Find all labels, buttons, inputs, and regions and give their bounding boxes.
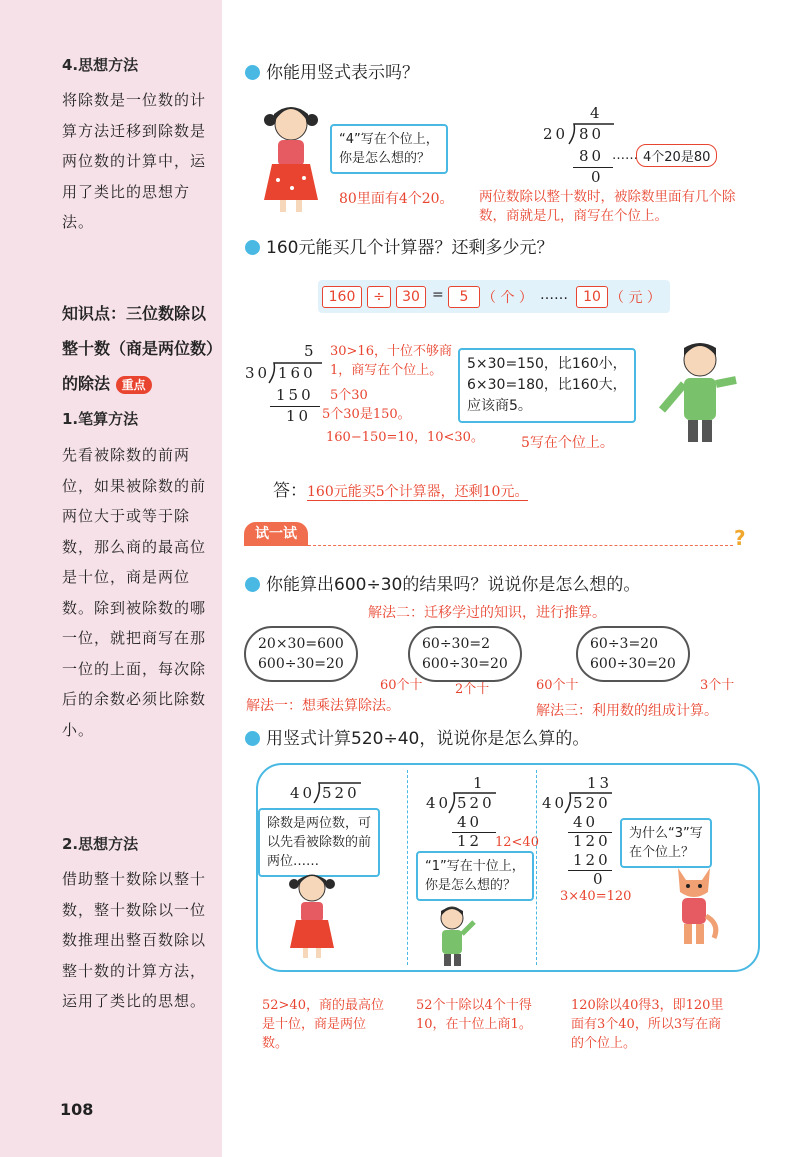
div1-product: 80 — [579, 147, 605, 165]
step2-note: 12<40 — [495, 835, 539, 850]
speech-bubble-5: 为什么“3”写 在个位上？ — [620, 818, 712, 868]
girl-icon — [282, 870, 342, 962]
div1-remainder: 0 — [591, 168, 604, 186]
boy-icon — [428, 904, 478, 966]
question-2: 160元能买几个计算器？还剩多少元？ — [245, 233, 553, 258]
eq-a: 160 — [322, 286, 362, 308]
div1-dividend: 80 — [579, 125, 605, 143]
div2-quotient: 5 — [304, 342, 317, 360]
step1-divisor: 40 — [290, 784, 316, 802]
method-3: 解法三：利用数的组成计算。 — [536, 703, 718, 719]
cloud-3: 60÷3=20 600÷30=20 — [576, 626, 690, 682]
step2-dividend: 520 — [457, 794, 495, 812]
label-60-tens-a: 60个十 — [380, 678, 423, 693]
method-2: 解法二：迁移学过的知识，进行推算。 — [368, 605, 606, 621]
page-number: 108 — [60, 1100, 94, 1119]
step3-note: 3×40=120 — [560, 889, 632, 904]
division-bracket-icon — [448, 791, 498, 815]
label-60-tens-b: 60个十 — [536, 678, 579, 693]
heading-thinking-2: 2.思想方法 — [62, 835, 139, 853]
cloud-1: 20×30=600 600÷30=20 — [244, 626, 358, 682]
heading-thinking-4: 4.思想方法 — [62, 56, 139, 74]
div1-dots: …… — [612, 148, 638, 163]
knowledge-point-text: 知识点：三位数除以整十数（商是两位数）的除法 — [62, 304, 215, 393]
step3-product2: 120 — [573, 851, 611, 869]
tab-underline — [308, 545, 733, 546]
div1-quotient: 4 — [590, 104, 603, 122]
girl-icon — [258, 100, 328, 215]
method-1: 解法一：想乘法算除法。 — [246, 698, 400, 714]
label-3-tens: 3个十 — [700, 678, 735, 693]
eq-unit1: （ 个 ） — [482, 290, 533, 306]
eq-remainder: 10 — [576, 286, 608, 308]
question-3: 你能算出600÷30的结果吗？说说你是怎么想的。 — [245, 570, 640, 595]
thinking-4-text: 将除数是一位数的计算方法迁移到除数是两位数的计算中，运用了类比的思想方法。 — [62, 91, 207, 231]
written-text: 先看被除数的前两位，如果被除数的前两位大于或等于除数，那么商的最高位是十位，商是两位数。除到被除数的哪一位，就把商写在那一位的上面，每次除后的余数必须比除数小。 — [62, 446, 207, 739]
div1-divisor: 20 — [543, 125, 569, 143]
step2-divisor: 40 — [426, 794, 452, 812]
step3-divisor: 40 — [542, 794, 568, 812]
label-2-tens: 2个十 — [455, 682, 490, 697]
bullet-icon — [245, 65, 260, 80]
answer-2: 答：160元能买5个计算器，还剩10元。 — [273, 481, 529, 501]
note-remainder: 160−150=10，10<30。 — [326, 430, 484, 445]
step2-remainder: 12 — [457, 832, 483, 850]
speech-bubble-3: 除数是两位数，可 以先看被除数的前 两位…… — [258, 808, 380, 877]
knowledge-point — [62, 296, 217, 401]
step1-dividend: 520 — [322, 784, 360, 802]
div2-remainder: 10 — [286, 407, 312, 425]
expl-step1: 52>40，商的最高位是十位，商是两位数。 — [262, 998, 384, 1051]
key-badge: 重点 — [116, 376, 152, 394]
eq-dots: …… — [540, 287, 568, 303]
speech-bubble-1: “4”写在个位上， 你是怎么想的？ — [330, 124, 448, 174]
div2-divisor: 30 — [245, 364, 271, 382]
note-5x30: 5个30 — [330, 388, 368, 403]
fox-icon — [668, 862, 720, 948]
cloud-2: 60÷30=2 600÷30=20 — [408, 626, 522, 682]
step2-product: 40 — [457, 813, 483, 831]
step3-dividend: 520 — [573, 794, 611, 812]
question-mark-icon: ? — [734, 526, 746, 550]
eq-op: ÷ — [367, 286, 391, 308]
eq-quotient: 5 — [448, 286, 480, 308]
question-1: 你能用竖式表示吗？ — [245, 58, 419, 83]
heading-written: 1.笔算方法 — [62, 410, 139, 428]
question-4: 用竖式计算520÷40，说说你是怎么算的。 — [245, 724, 589, 749]
note-5-ones: 5写在个位上。 — [521, 435, 614, 451]
step3-product1: 40 — [573, 813, 599, 831]
division-bracket-icon — [568, 122, 616, 146]
expl-step2: 52个十除以4个十得10，在十位上商1。 — [416, 998, 532, 1032]
step3-partial: 120 — [573, 832, 611, 850]
eq-b: 30 — [396, 286, 426, 308]
division-bracket-icon — [313, 781, 363, 805]
bullet-icon — [245, 731, 260, 746]
panel-divider-2 — [536, 770, 537, 965]
explain-1: 两位数除以整十数时，被除数里面有几个除数，商就是几，商写在个位上。 — [479, 189, 736, 224]
div2-product: 150 — [276, 386, 314, 404]
expl-step3: 120除以40得3，即120里面有3个40，所以3写在商的个位上。 — [571, 998, 724, 1051]
step2-quotient: 1 — [473, 774, 486, 792]
speech-bubble-4: “1”写在十位上， 你是怎么想的？ — [416, 851, 534, 901]
eq-equals: = — [432, 287, 444, 303]
step3-quotient: 13 — [587, 774, 613, 792]
bullet-icon — [245, 577, 260, 592]
division-bracket-icon — [268, 361, 324, 385]
note-150: 5个30是150。 — [322, 407, 411, 422]
bullet-icon — [245, 240, 260, 255]
boy-icon — [658, 336, 743, 446]
speech-bubble-2: 5×30=150，比160小， 6×30=180，比160大， 应该商5。 — [458, 348, 636, 423]
thinking-2-text: 借助整十数除以整十数，整十数除以一位数推理出整百数除以整十数的计算方法，运用了类比的思想。 — [62, 870, 207, 1010]
label-4x20: 4个20是80 — [636, 144, 717, 167]
panel-divider-1 — [407, 770, 408, 965]
note-30gt16: 30>16，十位不够商1，商写在个位上。 — [330, 344, 452, 378]
note-80: 80里面有4个20。 — [339, 191, 454, 207]
try-tab: 试一试 — [244, 522, 308, 546]
div2-dividend: 160 — [278, 364, 316, 382]
division-bracket-icon — [564, 791, 614, 815]
eq-unit2: （ 元 ） — [610, 290, 661, 306]
step3-remainder: 0 — [593, 870, 606, 888]
